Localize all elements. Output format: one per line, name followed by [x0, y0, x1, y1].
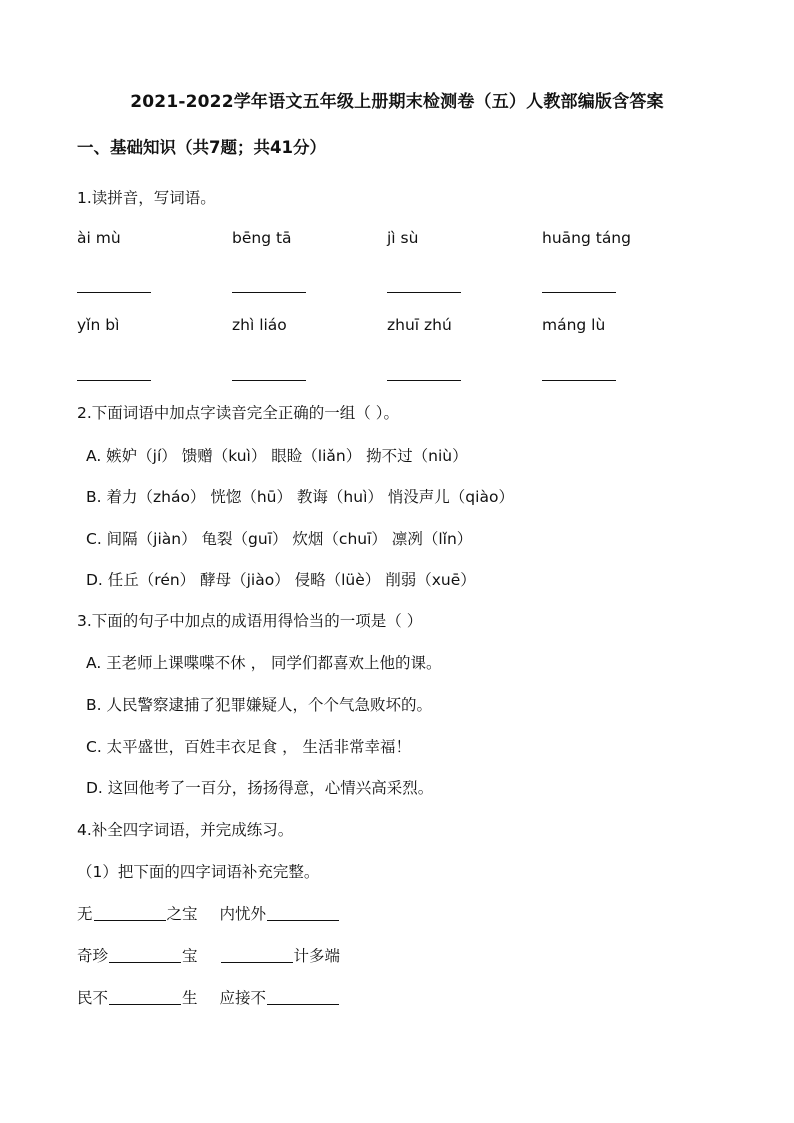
answer-blank[interactable] [387, 363, 461, 381]
q3-option-a[interactable]: A. 王老师上课喋喋不休 ， 同学们都喜欢上他的课。 [86, 654, 442, 672]
q4-sub1: （1）把下面的四字词语补充完整。 [77, 863, 320, 881]
q4-stem: 4.补全四字词语，并完成练习。 [77, 821, 294, 839]
pinyin-item: jì sù [387, 229, 419, 247]
q2-option-d[interactable]: D. 任丘（rén） 酵母（jiào） 侵略（lüè） 削弱（xuē） [86, 571, 476, 589]
idiom-suffix: 生 [182, 989, 198, 1007]
q2-option-c[interactable]: C. 间隔（jiàn） 龟裂（guī） 炊烟（chuī） 凛冽（lǐn） [86, 530, 473, 548]
idiom-suffix: 之宝 [166, 905, 198, 923]
idiom-suffix: 计多端 [293, 947, 341, 965]
q2-option-a[interactable]: A. 嫉妒（jí） 馈赠（kuì） 眼睑（liǎn） 拗不过（niù） [86, 447, 468, 465]
section-heading: 一、基础知识（共7题；共41分） [77, 138, 326, 157]
q1-pinyin-row-1 [77, 229, 717, 251]
q1-answer-row-2 [77, 363, 717, 385]
idiom-suffix: 宝 [182, 947, 198, 965]
q3-option-b[interactable]: B. 人民警察逮捕了犯罪嫌疑人，个个气急败坏的。 [86, 696, 432, 714]
idiom-blank[interactable] [94, 904, 166, 921]
q2-option-b[interactable]: B. 着力（zháo） 恍惚（hū） 教诲（huì） 悄没声儿（qiào） [86, 488, 514, 506]
q1-stem: 1.读拼音，写词语。 [77, 189, 216, 207]
idiom-blank[interactable] [109, 946, 181, 963]
answer-blank[interactable] [542, 363, 616, 381]
idiom-prefix: 无 [77, 905, 93, 923]
idiom-prefix: 民不 [77, 989, 109, 1007]
pinyin-item: huāng táng [542, 229, 631, 247]
q1-answer-row-1 [77, 275, 717, 297]
answer-blank[interactable] [77, 363, 151, 381]
answer-blank[interactable] [232, 275, 306, 293]
q3-option-c[interactable]: C. 太平盛世，百姓丰衣足食 ， 生活非常幸福！ [86, 738, 412, 756]
q1-pinyin-row-2 [77, 316, 717, 338]
q2-stem: 2.下面词语中加点字读音完全正确的一组（ ）。 [77, 404, 399, 422]
idiom-blank[interactable] [267, 904, 339, 921]
answer-blank[interactable] [542, 275, 616, 293]
pinyin-item: máng lù [542, 316, 606, 334]
q3-stem: 3.下面的句子中加点的成语用得恰当的一项是（ ） [77, 612, 423, 630]
pinyin-item: yǐn bì [77, 316, 120, 334]
idiom-row [77, 944, 340, 966]
page-title: 2021-2022学年语文五年级上册期末检测卷（五）人教部编版含答案 [130, 92, 664, 112]
answer-blank[interactable] [77, 275, 151, 293]
pinyin-item: bēng tā [232, 229, 292, 247]
pinyin-item: ài mù [77, 229, 121, 247]
idiom-blank[interactable] [109, 988, 181, 1005]
answer-blank[interactable] [387, 275, 461, 293]
idiom-prefix: 奇珍 [77, 947, 109, 965]
idiom-prefix: 应接不 [219, 989, 267, 1007]
q3-option-d[interactable]: D. 这回他考了一百分，扬扬得意，心情兴高采烈。 [86, 779, 434, 797]
pinyin-item: zhuī zhú [387, 316, 452, 334]
idiom-prefix: 内忧外 [219, 905, 267, 923]
idiom-blank[interactable] [267, 988, 339, 1005]
pinyin-item: zhì liáo [232, 316, 287, 334]
idiom-row [77, 986, 340, 1008]
answer-blank[interactable] [232, 363, 306, 381]
idiom-blank[interactable] [221, 946, 293, 963]
idiom-row [77, 902, 340, 924]
